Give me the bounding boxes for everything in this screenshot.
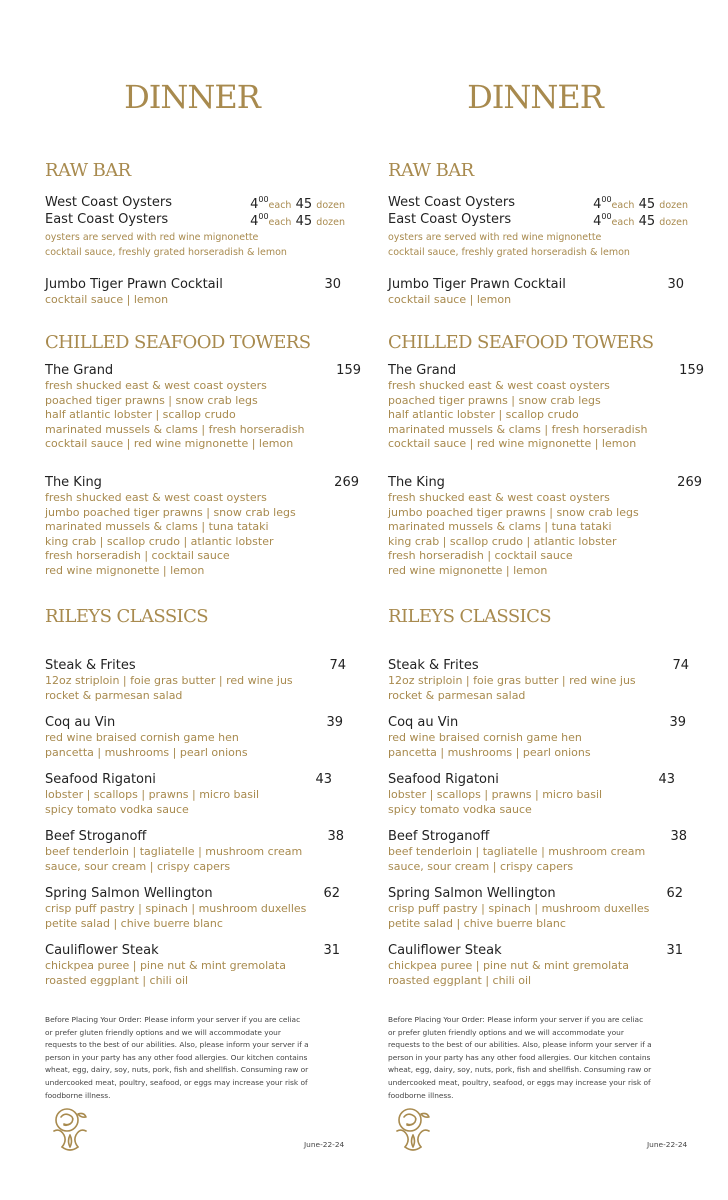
menu-item-prawn-cocktail [388, 276, 688, 308]
disclaimer-line: or prefer gluten friendly options and we will accommodate your [45, 1027, 281, 1037]
item-price: 62 [666, 886, 683, 901]
item-description: red wine braised cornish game hen [45, 731, 239, 744]
item-description: spicy tomato vodka sauce [45, 802, 189, 816]
restaurant-logo-icon [393, 1105, 433, 1153]
item-description: marinated mussels & clams | fresh horseradish [388, 422, 648, 436]
item-description: roasted eggplant | chili oil [45, 973, 189, 987]
section-heading-rileys-classics: RILEYS CLASSICS [388, 606, 551, 627]
oyster-note [388, 231, 688, 260]
item-description: pancetta | mushrooms | pearl onions [45, 745, 248, 759]
note-line: cocktail sauce, freshly grated horseradish & lemon [388, 246, 630, 258]
item-name: The King [388, 475, 445, 490]
section-heading-raw-bar: RAW BAR [45, 160, 131, 181]
item-price: 30 [324, 277, 341, 292]
item-description: 12oz striploin | foie gras butter | red wine jus [45, 674, 293, 687]
item-price: 39 [326, 715, 343, 730]
item-description: spicy tomato vodka sauce [388, 802, 532, 816]
item-name: Jumbo Tiger Prawn Cocktail [45, 277, 223, 292]
oyster-item [388, 191, 688, 212]
restaurant-logo-icon [50, 1105, 90, 1153]
item-name: East Coast Oysters [388, 212, 512, 227]
disclaimer-line: wheat, egg, dairy, soy, nuts, pork, fish and shellfish. Consuming raw or [388, 1065, 652, 1075]
each-label: each [611, 217, 635, 228]
disclaimer-line: Before Placing Your Order: Please inform your server if you are celiac [45, 1015, 301, 1024]
menu-item-tower [388, 474, 702, 578]
disclaimer-line: Before Placing Your Order: Please inform your server if you are celiac [388, 1015, 644, 1024]
item-description: cocktail sauce | lemon [388, 293, 512, 306]
menu-item-classic [45, 771, 345, 817]
disclaimer-line: wheat, egg, dairy, soy, nuts, pork, fish and shellfish. Consuming raw or [45, 1065, 309, 1075]
item-price: 38 [327, 829, 344, 844]
dozen-price: 45 [638, 197, 656, 212]
item-name: The King [45, 475, 102, 490]
item-description: crisp puff pastry | spinach | mushroom duxelles [45, 902, 307, 915]
each-price-cents: 00 [601, 195, 612, 204]
each-price-cents: 00 [601, 212, 612, 221]
item-name: West Coast Oysters [388, 195, 516, 210]
item-description: marinated mussels & clams | tuna tataki [45, 520, 269, 533]
dozen-price: 45 [295, 197, 313, 212]
menu-item-classic [388, 942, 688, 988]
item-price: 39 [669, 715, 686, 730]
item-description: fresh shucked east & west coast oysters [45, 491, 267, 504]
each-price-cents: 00 [258, 212, 269, 221]
item-price: 269 [334, 475, 359, 490]
oyster-price [250, 208, 345, 231]
item-description: cocktail sauce | red wine mignonette | lemon [388, 437, 637, 450]
item-description: crisp puff pastry | spinach | mushroom duxelles [388, 902, 650, 915]
item-description: poached tiger prawns | snow crab legs [388, 393, 601, 407]
oyster-note [45, 231, 345, 260]
note-line: cocktail sauce, freshly grated horseradish & lemon [45, 246, 287, 258]
item-description: 12oz striploin | foie gras butter | red wine jus [388, 674, 636, 687]
note-line: oysters are served with red wine mignonette [45, 232, 259, 243]
item-name: Cauliflower Steak [388, 943, 502, 958]
oyster-price [593, 208, 688, 231]
menu-item-tower [45, 474, 359, 578]
item-name: Beef Stroganoff [388, 829, 490, 844]
item-description: king crab | scallop crudo | atlantic lobster [388, 534, 617, 548]
each-label: each [268, 217, 292, 228]
allergy-disclaimer [388, 1014, 688, 1102]
menu-item-classic [388, 657, 688, 703]
item-description: sauce, sour cream | crispy capers [45, 859, 231, 873]
disclaimer-line: undercooked meat, poultry, seafood, or eggs may increase your risk of [388, 1077, 651, 1087]
item-description: rocket & parmesan salad [45, 688, 183, 702]
item-name: Steak & Frites [388, 658, 479, 673]
item-description: lobster | scallops | prawns | micro basil [388, 788, 603, 801]
item-description: jumbo poached tiger prawns | snow crab legs [45, 505, 296, 519]
disclaimer-line: person in your party has any other food allergies. Our kitchen contains [388, 1052, 651, 1062]
item-price: 31 [323, 943, 340, 958]
item-price: 269 [677, 475, 702, 490]
item-description: fresh horseradish | cocktail sauce [388, 549, 573, 562]
disclaimer-line: foodborne illness. [45, 1090, 111, 1100]
item-name: Beef Stroganoff [45, 829, 147, 844]
item-description: cocktail sauce | lemon [45, 293, 169, 306]
disclaimer-line: or prefer gluten friendly options and we will accommodate your [388, 1027, 624, 1037]
item-description: half atlantic lobster | scallop crudo [388, 408, 579, 421]
item-price: 159 [336, 363, 361, 378]
item-description: beef tenderloin | tagliatelle | mushroom cream [388, 845, 646, 858]
section-heading-seafood-towers: CHILLED SEAFOOD TOWERS [388, 332, 654, 353]
dozen-label: dozen [659, 200, 688, 211]
item-price: 43 [658, 772, 675, 787]
disclaimer-line: requests to the best of our abilities. Also, please inform your server if a [45, 1040, 309, 1050]
menu-item-classic [388, 828, 688, 874]
item-description: fresh horseradish | cocktail sauce [45, 549, 230, 562]
item-name: Jumbo Tiger Prawn Cocktail [388, 277, 566, 292]
menu-item-tower [388, 362, 704, 452]
item-name: East Coast Oysters [45, 212, 169, 227]
item-description: fresh shucked east & west coast oysters [388, 379, 610, 392]
dozen-price: 45 [295, 214, 313, 229]
item-name: The Grand [45, 363, 114, 378]
section-heading-raw-bar: RAW BAR [388, 160, 474, 181]
oyster-item [45, 208, 345, 229]
item-price: 159 [679, 363, 704, 378]
each-label: each [611, 200, 635, 211]
disclaimer-line: person in your party has any other food allergies. Our kitchen contains [45, 1052, 308, 1062]
dozen-label: dozen [316, 200, 345, 211]
item-description: rocket & parmesan salad [388, 688, 526, 702]
item-name: Coq au Vin [388, 715, 459, 730]
item-description: red wine mignonette | lemon [388, 563, 548, 577]
section-heading-seafood-towers: CHILLED SEAFOOD TOWERS [45, 332, 311, 353]
item-description: chickpea puree | pine nut & mint gremolata [45, 959, 286, 972]
item-description: roasted eggplant | chili oil [388, 973, 532, 987]
item-name: Seafood Rigatoni [388, 772, 499, 787]
item-name: Seafood Rigatoni [45, 772, 156, 787]
menu-item-classic [45, 885, 345, 931]
menu-item-classic [388, 714, 688, 760]
item-price: 30 [667, 277, 684, 292]
allergy-disclaimer [45, 1014, 345, 1102]
each-price-cents: 00 [258, 195, 269, 204]
item-description: beef tenderloin | tagliatelle | mushroom cream [45, 845, 303, 858]
item-description: pancetta | mushrooms | pearl onions [388, 745, 591, 759]
item-description: lobster | scallops | prawns | micro basil [45, 788, 260, 801]
note-line: oysters are served with red wine mignonette [388, 232, 602, 243]
item-description: petite salad | chive buerre blanc [45, 916, 223, 930]
each-price: 4 [593, 214, 602, 229]
disclaimer-line: foodborne illness. [388, 1090, 454, 1100]
item-name: Cauliflower Steak [45, 943, 159, 958]
each-price: 4 [250, 197, 259, 212]
item-description: red wine braised cornish game hen [388, 731, 582, 744]
item-description: marinated mussels & clams | fresh horseradish [45, 422, 305, 436]
menu-title: DINNER [467, 78, 603, 116]
each-price: 4 [250, 214, 259, 229]
item-name: West Coast Oysters [45, 195, 173, 210]
section-heading-rileys-classics: RILEYS CLASSICS [45, 606, 208, 627]
item-name: Spring Salmon Wellington [388, 886, 556, 901]
menu-date: June-22-24 [304, 1140, 345, 1149]
menu-item-tower [45, 362, 361, 452]
menu-date: June-22-24 [647, 1140, 688, 1149]
each-price: 4 [593, 197, 602, 212]
item-price: 74 [329, 658, 346, 673]
disclaimer-line: requests to the best of our abilities. Also, please inform your server if a [388, 1040, 652, 1050]
item-price: 38 [670, 829, 687, 844]
menu-page-left [42, 0, 360, 1200]
item-description: chickpea puree | pine nut & mint gremolata [388, 959, 629, 972]
dozen-label: dozen [316, 217, 345, 228]
menu-title: DINNER [124, 78, 260, 116]
dozen-price: 45 [638, 214, 656, 229]
item-name: The Grand [388, 363, 457, 378]
item-description: king crab | scallop crudo | atlantic lobster [45, 534, 274, 548]
item-description: sauce, sour cream | crispy capers [388, 859, 574, 873]
item-name: Spring Salmon Wellington [45, 886, 213, 901]
item-description: fresh shucked east & west coast oysters [388, 491, 610, 504]
item-description: marinated mussels & clams | tuna tataki [388, 520, 612, 533]
dozen-label: dozen [659, 217, 688, 228]
item-price: 43 [315, 772, 332, 787]
menu-item-prawn-cocktail [45, 276, 345, 308]
menu-item-classic [388, 771, 688, 817]
item-description: jumbo poached tiger prawns | snow crab legs [388, 505, 639, 519]
each-label: each [268, 200, 292, 211]
disclaimer-line: undercooked meat, poultry, seafood, or eggs may increase your risk of [45, 1077, 308, 1087]
item-price: 62 [323, 886, 340, 901]
item-description: fresh shucked east & west coast oysters [45, 379, 267, 392]
item-description: red wine mignonette | lemon [45, 563, 205, 577]
item-price: 74 [672, 658, 689, 673]
menu-item-classic [45, 657, 345, 703]
item-description: poached tiger prawns | snow crab legs [45, 393, 258, 407]
oyster-item [388, 208, 688, 229]
menu-item-classic [45, 714, 345, 760]
item-name: Steak & Frites [45, 658, 136, 673]
item-price: 31 [666, 943, 683, 958]
item-description: cocktail sauce | red wine mignonette | lemon [45, 437, 294, 450]
item-name: Coq au Vin [45, 715, 116, 730]
menu-item-classic [45, 828, 345, 874]
menu-item-classic [388, 885, 688, 931]
item-description: half atlantic lobster | scallop crudo [45, 408, 236, 421]
menu-page-right [385, 0, 703, 1200]
menu-item-classic [45, 942, 345, 988]
item-description: petite salad | chive buerre blanc [388, 916, 566, 930]
oyster-item [45, 191, 345, 212]
